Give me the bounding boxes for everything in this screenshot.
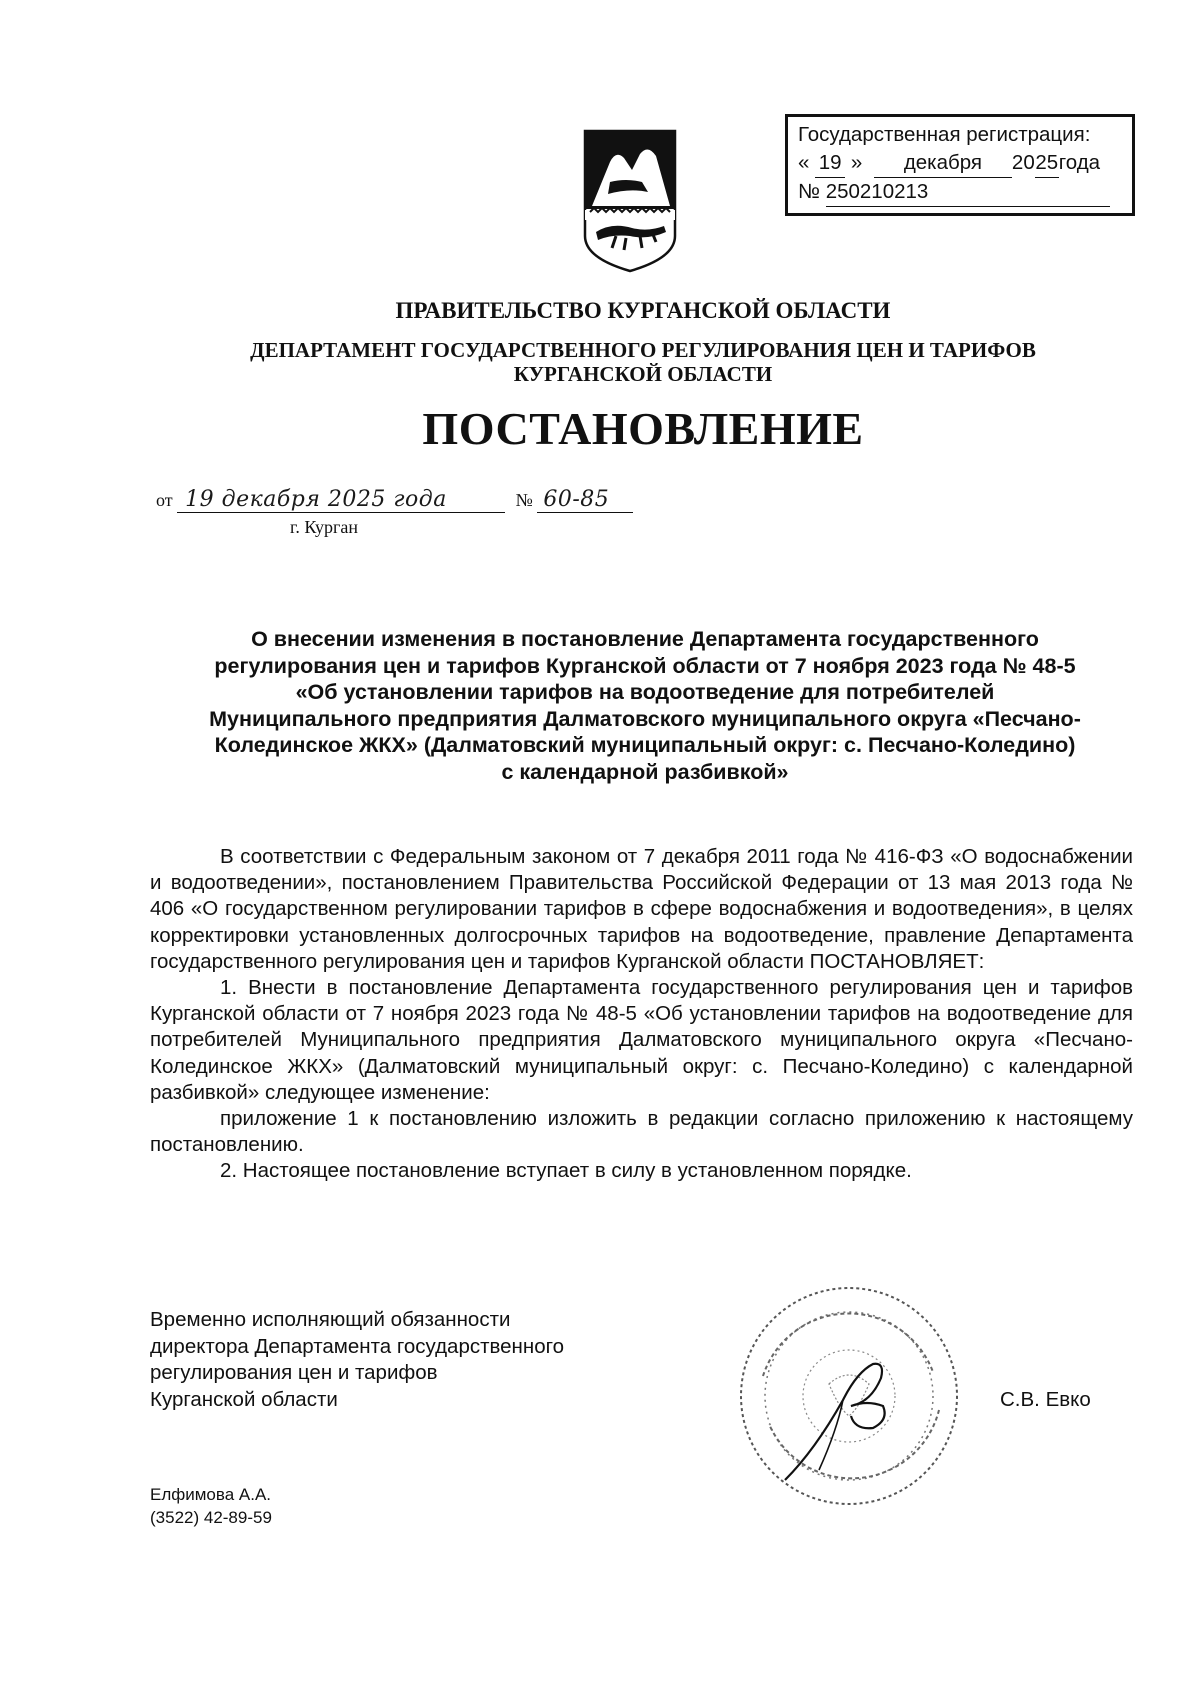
document-body — [150, 844, 1133, 1185]
title-line: «Об установлении тарифов на водоотведение для потребителей — [295, 680, 995, 704]
official-seal-icon — [733, 1280, 965, 1512]
registration-date — [798, 149, 1122, 178]
registration-number-line — [798, 178, 1122, 207]
registration-day-close: » — [850, 151, 863, 174]
department-heading-line-2: КУРГАНСКОЙ ОБЛАСТИ — [513, 362, 773, 386]
registration-stamp — [785, 114, 1135, 216]
date-from-label: от — [156, 490, 173, 510]
title-line: О внесении изменения в постановление Департамента государственного — [251, 627, 1039, 651]
signatory-position-line: директора Департамента государственного — [150, 1334, 565, 1358]
number-label: № — [515, 490, 533, 510]
signatory-position-line: регулирования цен и тарифов — [150, 1361, 438, 1384]
city-label: г. Курган — [290, 517, 359, 537]
coat-of-arms-icon — [582, 128, 678, 274]
item-1-paragraph: 1. Внести в постановление Департамента государственного регулирования цен и тарифов Курганской области от 7 ноября 2023 года № 48-5 «Об установлении тарифов на водоотведение для потребителей Муниципального предприятия Далматовского муниципального округа «Песчано-Колединское ЖКХ» (Далматовский муниципальный округ: с. Песчано-Коледино) с календарной разбивкой» следующее изменение: — [150, 976, 1133, 1104]
document-date-line — [156, 487, 636, 527]
registration-year-suffix: 25 — [1035, 149, 1059, 178]
item-1-sub-paragraph: приложение 1 к постановлению изложить в редакции согласно приложению к настоящему постановлению. — [150, 1107, 1133, 1157]
department-heading-line-1: ДЕПАРТАМЕНТ ГОСУДАРСТВЕННОГО РЕГУЛИРОВАНИЯ ЦЕН И ТАРИФОВ — [250, 338, 1036, 362]
registration-month: декабря — [874, 149, 1012, 178]
title-line: Муниципального предприятия Далматовского муниципального округа «Песчано- — [209, 706, 1081, 731]
executor-phone: (3522) 42-89-59 — [150, 1508, 272, 1527]
title-line: с календарной разбивкой» — [501, 759, 789, 784]
title-line: Колединское ЖКХ» (Далматовский муниципальный округ: с. Песчано-Коледино) — [214, 733, 1076, 757]
item-2-paragraph: 2. Настоящее постановление вступает в силу в установленном порядке. — [220, 1159, 912, 1183]
title-line: регулирования цен и тарифов Курганской области от 7 ноября 2023 года № 48-5 — [214, 653, 1076, 678]
signatory-position-line: Курганской области — [150, 1387, 338, 1411]
number-handwritten: 60-85 — [537, 487, 633, 513]
registration-day: 19 — [815, 149, 845, 178]
signatory-position-line: Временно исполняющий обязанности — [150, 1308, 511, 1331]
registration-number: 250210213 — [826, 178, 1110, 207]
government-heading: ПРАВИТЕЛЬСТВО КУРГАНСКОЙ ОБЛАСТИ — [395, 298, 891, 323]
signatory-name: С.В. Евко — [1000, 1388, 1091, 1411]
executor-info — [150, 1483, 272, 1529]
date-handwritten: 19 декабря 2025 года — [177, 487, 505, 513]
registration-number-prefix: № — [798, 180, 820, 203]
signatory-position — [150, 1307, 564, 1413]
department-heading — [0, 338, 1200, 386]
document-type-heading: ПОСТАНОВЛЕНИЕ — [422, 403, 864, 454]
registration-title: Государственная регистрация: — [798, 123, 1091, 146]
document-title — [140, 626, 1150, 785]
executor-name: Елфимова А.А. — [150, 1485, 272, 1504]
registration-year-prefix: 20 — [1011, 151, 1035, 174]
registration-day-open: « — [798, 151, 810, 174]
registration-year-word: года — [1058, 151, 1101, 174]
preamble-paragraph: В соответствии с Федеральным законом от 7 декабря 2011 года № 416-ФЗ «О водоснабжении и водоотведении», постановлением Правительства Российской Федерации от 13 мая 2013 года № 406 «О государственном регулировании тарифов в сфере водоснабжения и водоотведения», в целях корректировки установленных долгосрочных тарифов на водоотведение, правление Департамента государственного регулирования цен и тарифов Курганской области ПОСТАНОВЛЯЕТ: — [150, 845, 1133, 973]
